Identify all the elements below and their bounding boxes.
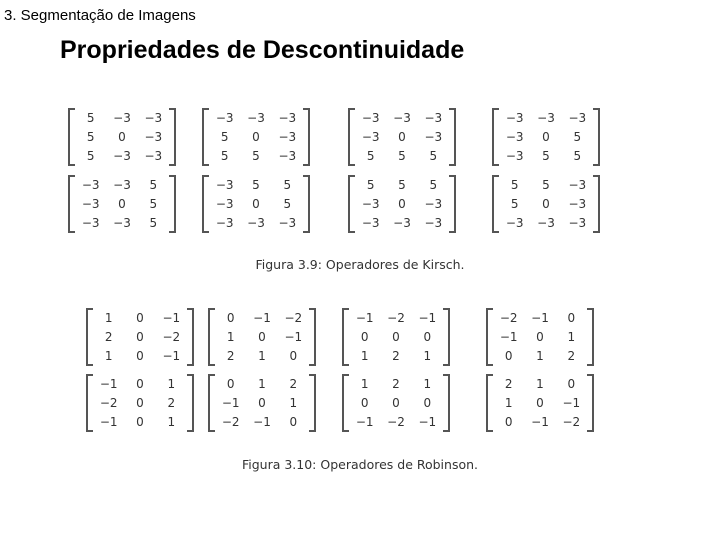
matrix-cell: 5	[252, 148, 260, 163]
matrix-cell: 0	[252, 196, 260, 211]
matrix-cell: 5	[542, 148, 550, 163]
matrix-cell: 5	[510, 178, 519, 193]
matrix-cell: 0	[136, 348, 144, 363]
matrix-cell: 5	[86, 129, 95, 144]
matrix-cell: 5	[86, 111, 95, 126]
matrix-cell: 0	[360, 395, 369, 410]
robinson-matrix	[486, 374, 594, 432]
matrix-cell: −2	[99, 395, 118, 410]
robinson-matrix	[86, 374, 194, 432]
matrix-cell: −1	[499, 329, 518, 344]
matrix-cell: −3	[215, 111, 234, 126]
matrix-cell: −3	[393, 215, 411, 230]
matrix-cell: −1	[99, 414, 118, 429]
robinson-matrix	[86, 308, 194, 366]
matrix-cell: 0	[398, 129, 406, 144]
robinson-caption: Figura 3.10: Operadores de Robinson.	[241, 457, 479, 472]
matrix-cell: 1	[289, 395, 298, 410]
matrix-cell: 5	[149, 196, 158, 211]
matrix-cell: 5	[283, 196, 292, 211]
matrix-cell: 1	[504, 395, 513, 410]
robinson-matrix	[342, 308, 450, 366]
matrix-cell: 1	[226, 329, 235, 344]
matrix-cell: 5	[573, 129, 582, 144]
matrix-cell: 0	[289, 414, 298, 429]
matrix-cell: −3	[361, 111, 380, 126]
matrix-cell: 0	[423, 395, 432, 410]
robinson-matrix	[342, 374, 450, 432]
matrix-cell: −2	[499, 311, 518, 326]
matrix-cell: −3	[215, 215, 234, 230]
matrix-cell: −2	[562, 414, 581, 429]
matrix-cell: −1	[531, 414, 549, 429]
matrix-cell: 1	[536, 377, 544, 392]
matrix-cell: 5	[86, 148, 95, 163]
matrix-cell: −1	[162, 311, 181, 326]
matrix-cell: 2	[504, 377, 513, 392]
matrix-cell: 5	[510, 196, 519, 211]
kirsch-matrix	[202, 108, 310, 166]
matrix-cell: −2	[162, 329, 181, 344]
matrix-cell: −3	[505, 215, 524, 230]
robinson-matrix	[486, 308, 594, 366]
matrix-cell: 1	[423, 348, 432, 363]
robinson-matrix	[208, 308, 316, 366]
kirsch-matrix	[492, 108, 600, 166]
matrix-cell: 1	[423, 377, 432, 392]
matrix-cell: −3	[537, 111, 555, 126]
matrix-cell: 5	[283, 178, 292, 193]
matrix-cell: −3	[424, 196, 443, 211]
matrix-cell: 0	[360, 329, 369, 344]
matrix-cell: 0	[504, 348, 513, 363]
matrix-cell: 5	[252, 178, 260, 193]
matrix-cell: 1	[258, 377, 266, 392]
matrix-cell: −1	[418, 414, 437, 429]
matrix-cell: 0	[504, 414, 513, 429]
matrix-cell: 5	[149, 215, 158, 230]
matrix-cell: 0	[536, 395, 544, 410]
matrix-cell: 0	[398, 196, 406, 211]
matrix-cell: −3	[278, 111, 297, 126]
matrix-cell: −1	[531, 311, 549, 326]
matrix-cell: 5	[366, 148, 375, 163]
matrix-cell: −3	[81, 196, 100, 211]
matrix-cell: −2	[387, 414, 405, 429]
section-header: 3. Segmentação de Imagens	[4, 7, 196, 24]
matrix-cell: 2	[226, 348, 235, 363]
matrix-cell: 0	[542, 129, 550, 144]
kirsch-caption: Figura 3.9: Operadores de Kirsch.	[255, 257, 465, 272]
matrix-cell: −3	[424, 111, 443, 126]
matrix-cell: 0	[567, 311, 576, 326]
matrix-cell: −3	[113, 148, 131, 163]
matrix-cell: 0	[567, 377, 576, 392]
matrix-cell: 5	[573, 148, 582, 163]
matrix-cell: 2	[289, 377, 298, 392]
matrix-cell: 0	[289, 348, 298, 363]
matrix-cell: −2	[221, 414, 240, 429]
matrix-cell: 0	[118, 196, 126, 211]
matrix-cell: −1	[221, 395, 240, 410]
matrix-cell: −1	[355, 414, 374, 429]
matrix-cell: −3	[144, 148, 163, 163]
matrix-cell: −3	[113, 178, 131, 193]
matrix-cell: −3	[361, 129, 380, 144]
matrix-cell: −3	[537, 215, 555, 230]
matrix-cell: 0	[542, 196, 550, 211]
kirsch-matrix	[348, 108, 456, 166]
kirsch-matrix	[492, 175, 600, 233]
matrix-cell: −2	[387, 311, 405, 326]
matrix-cell: 2	[167, 395, 176, 410]
kirsch-matrix	[68, 108, 176, 166]
matrix-cell: −3	[278, 148, 297, 163]
matrix-cell: 0	[136, 414, 144, 429]
matrix-cell: 0	[136, 377, 144, 392]
matrix-cell: 0	[136, 329, 144, 344]
matrix-cell: −1	[562, 395, 581, 410]
matrix-cell: 1	[536, 348, 544, 363]
matrix-cell: −3	[568, 215, 587, 230]
matrix-cell: 5	[366, 178, 375, 193]
matrix-cell: −3	[278, 129, 297, 144]
matrix-cell: 5	[542, 178, 550, 193]
matrix-cell: −3	[144, 111, 163, 126]
matrix-cell: 2	[104, 329, 113, 344]
matrix-cell: 0	[226, 311, 235, 326]
page-title: Propriedades de Descontinuidade	[60, 36, 465, 64]
matrix-cell: 5	[149, 178, 158, 193]
matrix-cell: 5	[398, 148, 406, 163]
matrix-cell: 5	[429, 148, 438, 163]
matrix-cell: 1	[104, 348, 113, 363]
matrix-cell: −1	[355, 311, 374, 326]
robinson-matrix	[208, 374, 316, 432]
kirsch-matrix	[202, 175, 310, 233]
matrix-cell: −3	[505, 129, 524, 144]
matrix-cell: 1	[258, 348, 266, 363]
matrix-cell: 0	[258, 395, 266, 410]
matrix-cell: −3	[568, 178, 587, 193]
matrix-cell: 5	[220, 129, 229, 144]
matrix-cell: 2	[567, 348, 576, 363]
matrix-cell: 0	[226, 377, 235, 392]
matrix-cell: −3	[247, 111, 265, 126]
matrix-cell: 1	[167, 377, 176, 392]
matrix-cell: 1	[104, 311, 113, 326]
matrix-cell: −3	[113, 111, 131, 126]
matrix-cell: 0	[252, 129, 260, 144]
matrix-cell: −3	[424, 215, 443, 230]
matrix-cell: −3	[81, 178, 100, 193]
matrix-cell: 2	[392, 348, 400, 363]
matrix-cell: 0	[392, 329, 400, 344]
matrix-cell: 0	[136, 395, 144, 410]
matrix-cell: −3	[113, 215, 131, 230]
matrix-cell: 0	[258, 329, 266, 344]
matrix-cell: −3	[215, 196, 234, 211]
matrix-cell: −1	[284, 329, 303, 344]
matrix-cell: −3	[505, 148, 524, 163]
matrix-cell: 5	[429, 178, 438, 193]
matrix-cell: 0	[536, 329, 544, 344]
matrix-cell: 1	[167, 414, 176, 429]
kirsch-matrix	[348, 175, 456, 233]
matrix-cell: −1	[418, 311, 437, 326]
matrix-cell: −3	[568, 111, 587, 126]
matrix-cell: −3	[505, 111, 524, 126]
matrix-cell: 0	[136, 311, 144, 326]
matrix-cell: 1	[360, 348, 369, 363]
matrix-cell: −3	[144, 129, 163, 144]
matrix-cell: 0	[423, 329, 432, 344]
matrix-cell: −3	[81, 215, 100, 230]
matrix-cell: 0	[392, 395, 400, 410]
matrix-cell: −3	[278, 215, 297, 230]
matrix-cell: 5	[220, 148, 229, 163]
matrix-cell: 2	[392, 377, 400, 392]
matrix-cell: −1	[162, 348, 181, 363]
matrix-cell: −3	[393, 111, 411, 126]
matrix-cell: −1	[253, 311, 271, 326]
matrix-cell: −3	[424, 129, 443, 144]
matrix-cell: −3	[361, 196, 380, 211]
matrix-cell: 1	[360, 377, 369, 392]
matrix-cell: −3	[215, 178, 234, 193]
matrix-cell: −1	[253, 414, 271, 429]
matrix-cell: −3	[568, 196, 587, 211]
matrix-cell: −2	[284, 311, 303, 326]
matrix-cell: 5	[398, 178, 406, 193]
matrix-cell: 1	[567, 329, 576, 344]
matrix-cell: −3	[361, 215, 380, 230]
kirsch-matrix	[68, 175, 176, 233]
matrix-cell: 0	[118, 129, 126, 144]
matrix-cell: −3	[247, 215, 265, 230]
matrix-cell: −1	[99, 377, 118, 392]
